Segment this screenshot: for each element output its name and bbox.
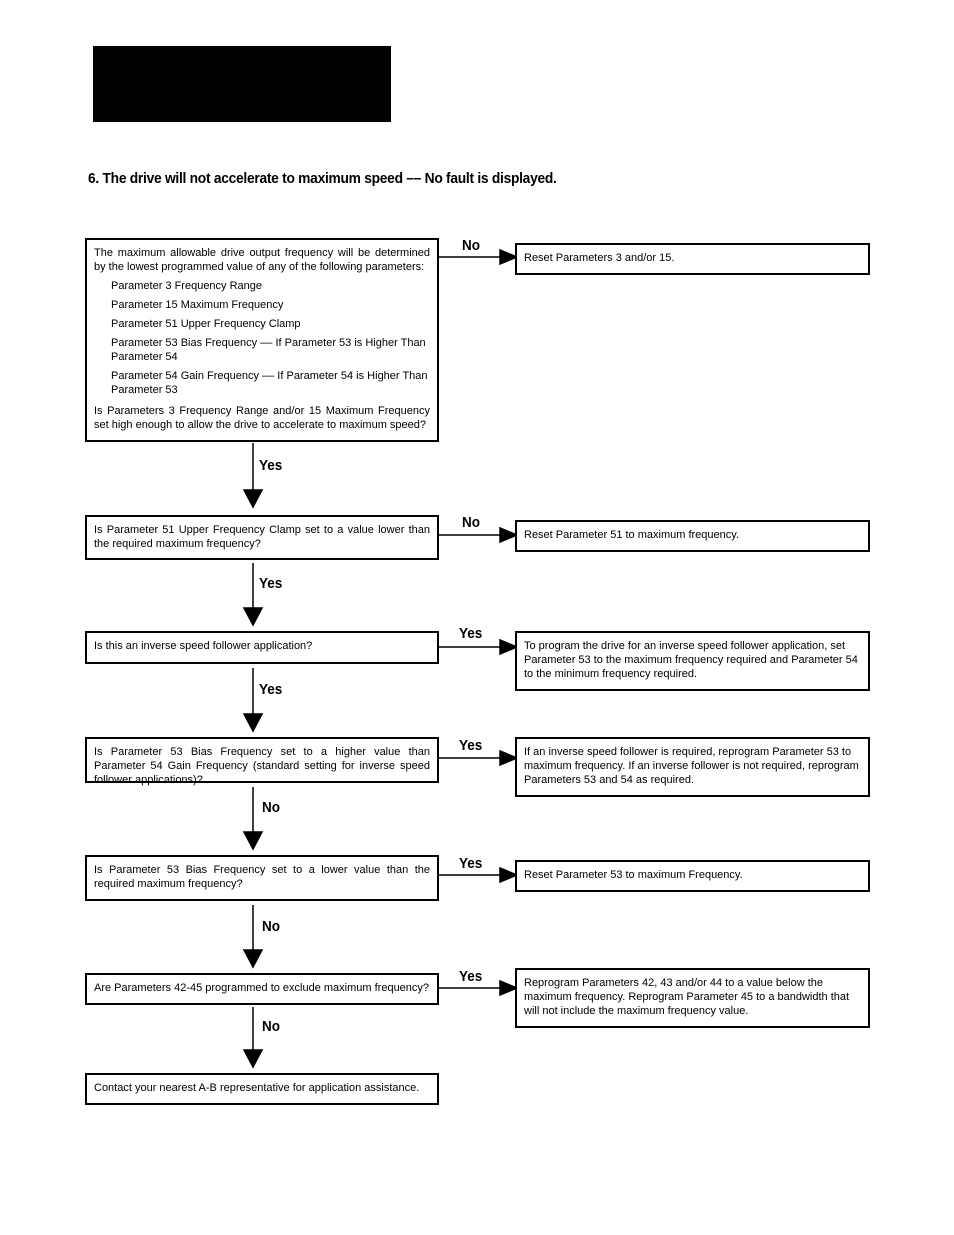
action-box-3 <box>515 631 870 691</box>
decision-5-question: Is Parameter 53 Bias Frequency set to a lower value than the required maximum frequency? <box>94 864 430 890</box>
decision-box-2 <box>85 515 439 560</box>
action-2-text: Reset Parameter 51 to maximum frequency. <box>524 529 739 541</box>
arrowhead-v-4 <box>244 832 262 849</box>
decision-box-1 <box>85 238 439 442</box>
down-label-3: Yes <box>259 681 283 698</box>
arrowhead-v-5 <box>244 950 262 967</box>
side-label-4: Yes <box>459 737 483 754</box>
action-box-2 <box>515 520 870 552</box>
side-label-6: Yes <box>459 968 483 985</box>
decision-1-intro: The maximum allowable drive output frequency will be determined by the lowest programmed value of any of the following parameters: <box>94 247 430 273</box>
final-box <box>85 1073 439 1105</box>
down-label-5: No <box>262 918 280 935</box>
section-title: 6. The drive will not accelerate to maximum speed –– No fault is displayed. <box>88 170 557 187</box>
down-label-6: No <box>262 1018 280 1035</box>
action-3-text: To program the drive for an inverse speed follower application, set Parameter 53 to the maximum frequency required and Parameter 54 to the minimum frequency required. <box>524 640 858 680</box>
decision-box-4 <box>85 737 439 786</box>
decision-box-6 <box>85 973 439 1005</box>
arrowhead-v-1 <box>244 490 262 507</box>
decision-1-param-5: Parameter 54 Gain Frequency –– If Parameter 54 is Higher Than Parameter 53 <box>111 370 428 396</box>
decision-1-param-3: Parameter 51 Upper Frequency Clamp <box>111 318 301 330</box>
decision-1-param-4: Parameter 53 Bias Frequency –– If Parameter 53 is Higher Than Parameter 54 <box>111 337 426 363</box>
decision-3-question: Is this an inverse speed follower application? <box>94 640 313 652</box>
decision-2-question: Is Parameter 51 Upper Frequency Clamp set to a value lower than the required maximum frequency? <box>94 524 430 550</box>
decision-box-5 <box>85 855 439 901</box>
action-6-text: Reprogram Parameters 42, 43 and/or 44 to a value below the maximum frequency. Reprogram Parameter 45 to a bandwidth that will not include the maximum frequency value. <box>524 977 850 1017</box>
side-label-2: No <box>462 514 480 531</box>
action-box-5 <box>515 860 870 892</box>
down-label-4: No <box>262 799 280 816</box>
side-label-5: Yes <box>459 855 483 872</box>
decision-box-3 <box>85 631 439 664</box>
final-text: Contact your nearest A-B representative for application assistance. <box>94 1082 420 1094</box>
arrowhead-v-3 <box>244 714 262 731</box>
action-5-text: Reset Parameter 53 to maximum Frequency. <box>524 869 743 881</box>
arrowhead-v-2 <box>244 608 262 625</box>
down-label-2: Yes <box>259 575 283 592</box>
action-1-text: Reset Parameters 3 and/or 15. <box>524 252 675 264</box>
decision-1-param-2: Parameter 15 Maximum Frequency <box>111 299 284 311</box>
arrowhead-v-6 <box>244 1050 262 1067</box>
action-box-6 <box>515 968 870 1028</box>
action-box-4 <box>515 737 870 797</box>
side-label-1: No <box>462 237 480 254</box>
decision-6-question: Are Parameters 42-45 programmed to exclude maximum frequency? <box>94 982 430 994</box>
down-label-1: Yes <box>259 457 283 474</box>
decision-1-param-1: Parameter 3 Frequency Range <box>111 280 263 292</box>
action-box-1 <box>515 243 870 275</box>
action-4-text: If an inverse speed follower is required, reprogram Parameter 53 to maximum frequency. If an inverse follower is not required, reprogram Parameters 53 and 54 as required. <box>524 746 859 786</box>
decision-1-question: Is Parameters 3 Frequency Range and/or 15 Maximum Frequency set high enough to allow the drive to accelerate to maximum speed? <box>94 405 430 431</box>
decision-4-question: Is Parameter 53 Bias Frequency set to a higher value than Parameter 54 Gain Frequency (standard setting for inverse speed follower applications)? <box>94 746 430 786</box>
side-label-3: Yes <box>459 625 483 642</box>
